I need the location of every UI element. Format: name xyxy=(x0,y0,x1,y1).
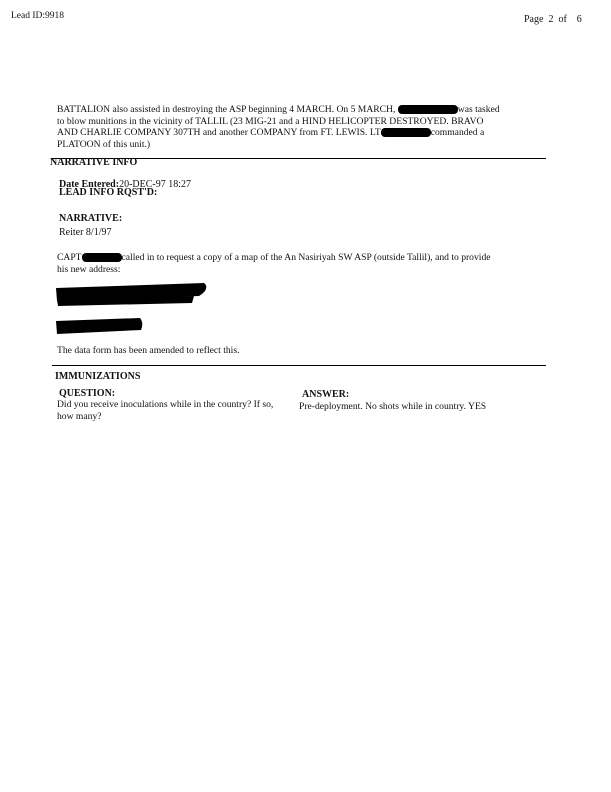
redacted-address-block xyxy=(54,282,210,340)
continuation-line-3: AND CHARLIE COMPANY 307TH and another COMPANY from FT. LEWIS. LT commanded a xyxy=(57,127,485,139)
of-label: of xyxy=(558,14,567,25)
amended-note: The data form has been amended to reflect this. xyxy=(57,345,240,356)
page-indicator xyxy=(524,14,582,25)
question-text: Did you receive inoculations while in the country? If so, how many? xyxy=(57,399,274,422)
narrative-reiter: Reiter 8/1/97 xyxy=(59,227,112,238)
lead-id: Lead ID:9918 xyxy=(11,11,65,21)
redaction-bar xyxy=(82,253,122,262)
redaction-bar xyxy=(381,128,431,137)
continuation-line-1: BATTALION also assisted in destroying the ASP beginning 4 MARCH. On 5 MARCH, was tasked xyxy=(57,104,500,115)
continuation-line-2: to blow munitions in the vicinity of TALLIL (23 MIG-21 and a HIND HELICOPTER DESTROYED. BRAVO xyxy=(57,115,484,127)
page-label: Page xyxy=(524,14,544,25)
redaction-bar xyxy=(398,105,458,114)
narrative-text: CAPT called in to request a copy of a map of the An Nasiriyah SW ASP (outside Tallil), and to provide his new address: xyxy=(57,252,491,275)
answer-text: Pre-deployment. No shots while in country. YES xyxy=(299,401,487,412)
page-total: 6 xyxy=(576,14,582,25)
page-number: 2 xyxy=(548,14,554,25)
continuation-line-4: PLATOON of this unit.) xyxy=(57,138,151,150)
narrative-label: NARRATIVE: xyxy=(59,213,123,224)
question-label: QUESTION: xyxy=(59,388,116,399)
section-divider xyxy=(52,365,546,366)
lead-info-label: LEAD INFO RQST'D: xyxy=(59,187,158,198)
narrative-info-title: NARRATIVE INFO xyxy=(50,157,138,168)
date-entered-value: 20-DEC-97 18:27 xyxy=(119,179,192,190)
continuation-paragraph xyxy=(57,104,527,150)
answer-label: ANSWER: xyxy=(302,389,350,400)
date-entered-label: Date Entered: xyxy=(59,179,120,190)
immunizations-title: IMMUNIZATIONS xyxy=(55,371,141,382)
